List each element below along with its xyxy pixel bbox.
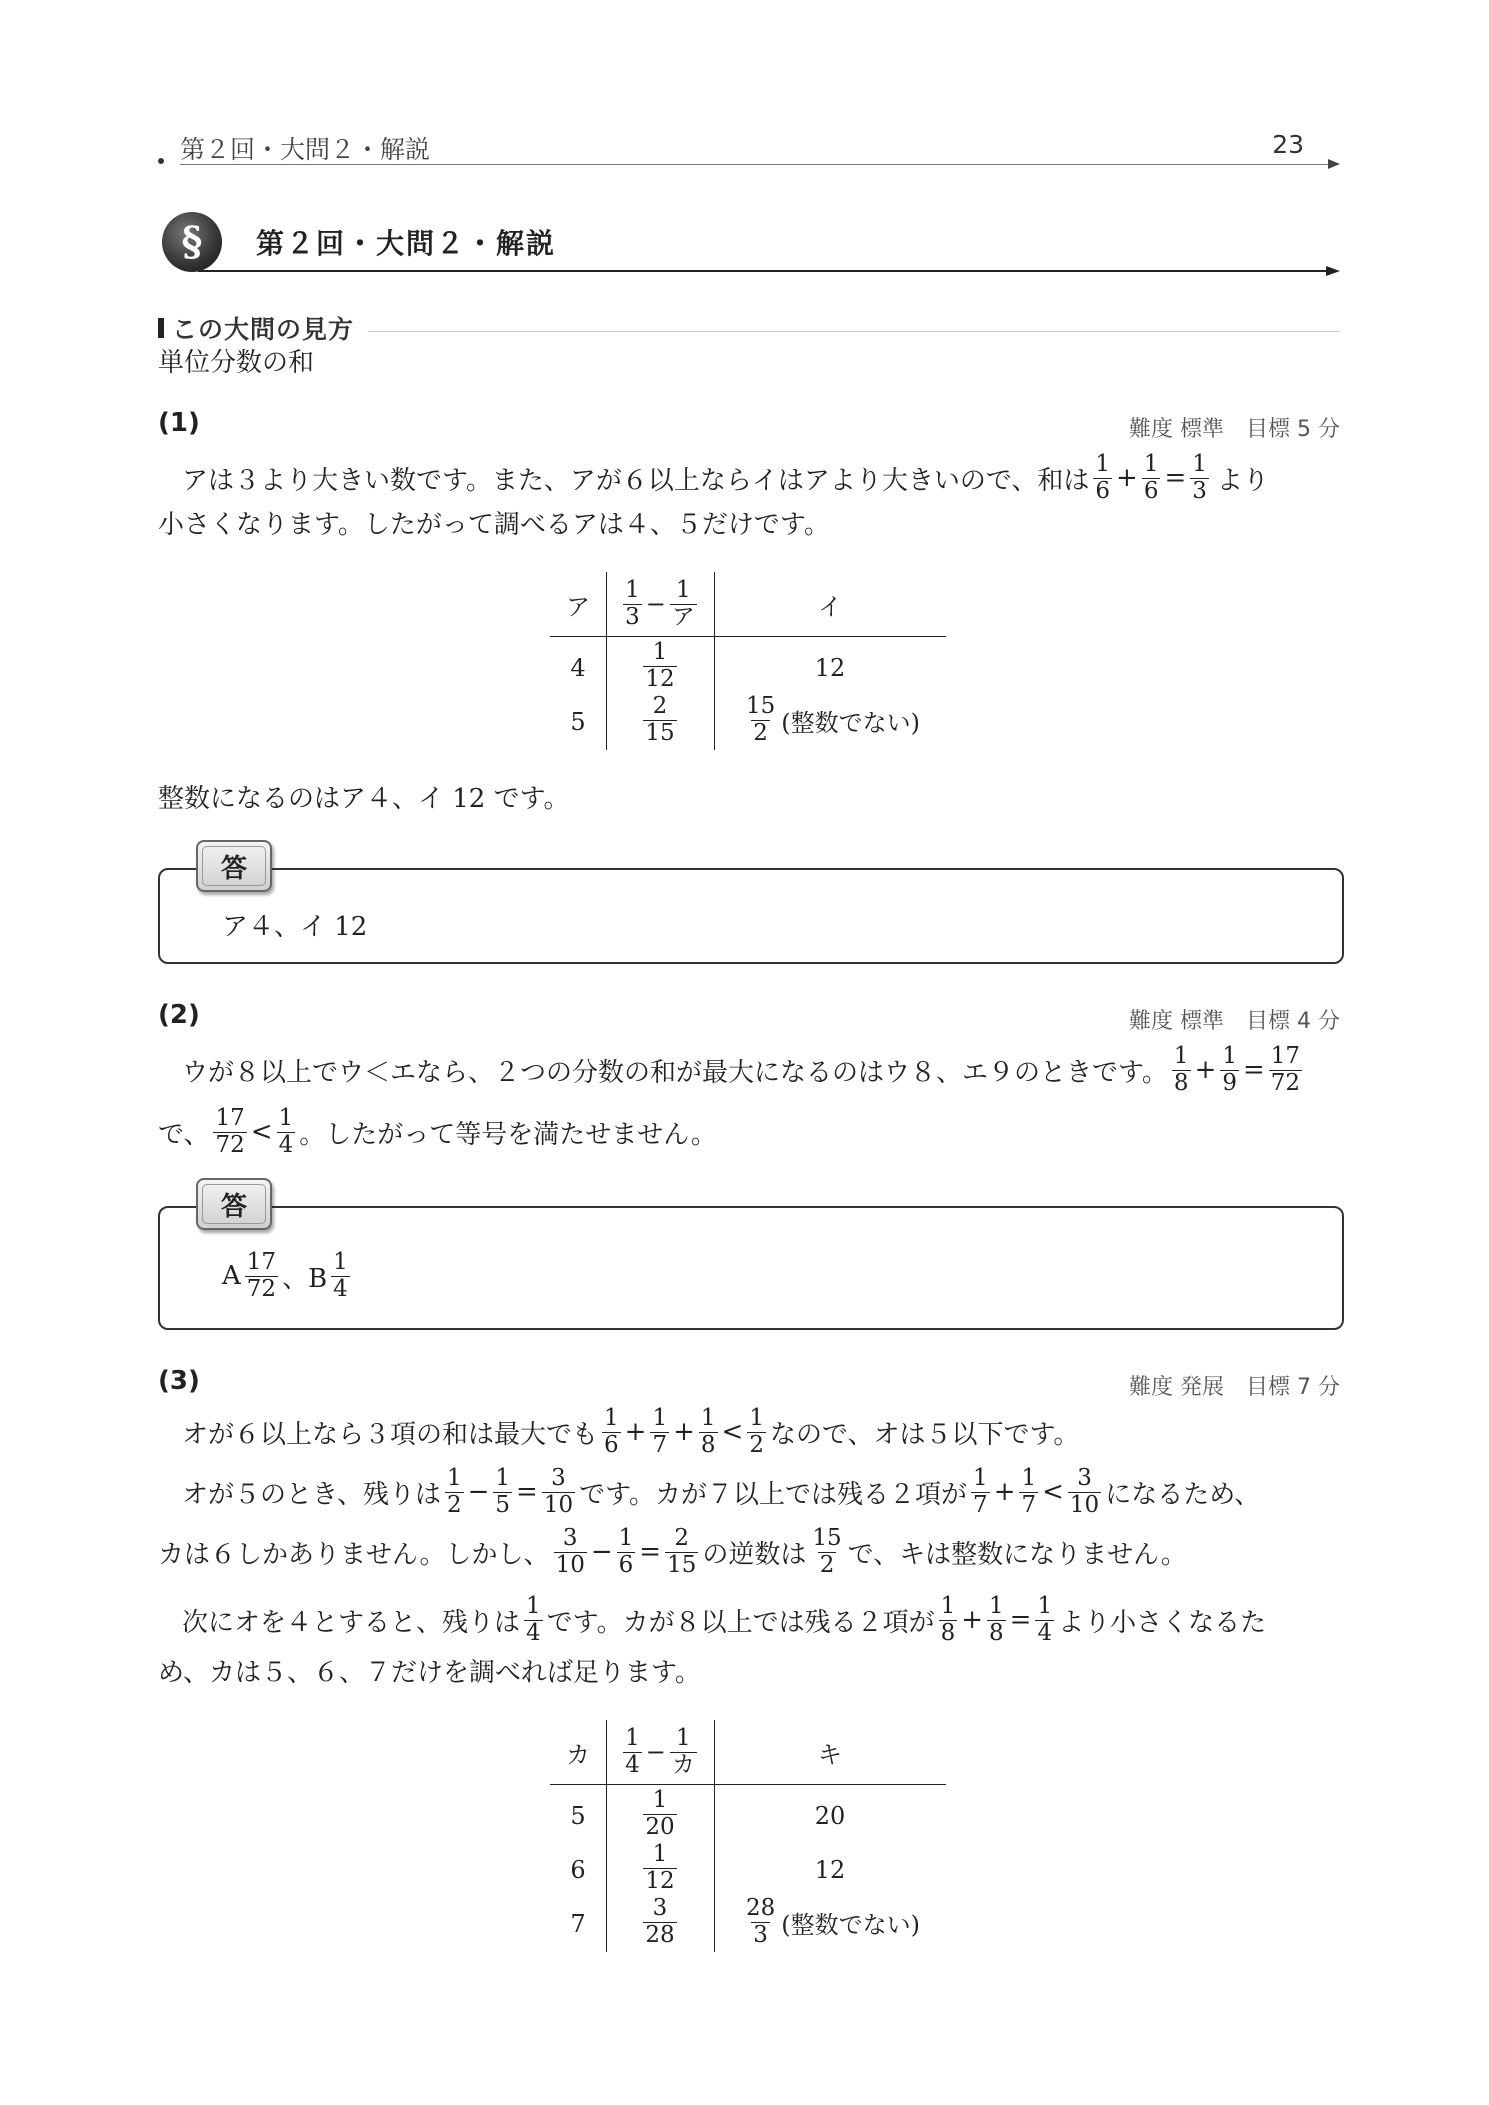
q1-conclusion: 整数になるのはア４、イ 12 です。 — [158, 784, 570, 814]
running-header-title: 第２回・大問２・解説 — [180, 135, 431, 164]
q2-answer: A $\frac{17}{72}$ 、B $\frac{1}{4}$ — [222, 1249, 348, 1302]
header-dot — [158, 158, 164, 164]
table-row-2-a: 5 — [570, 708, 586, 736]
fraction: $\frac{1}{3}$ — [1192, 451, 1207, 504]
table-header-a: カ — [566, 1740, 590, 1769]
table-row-1-frac: $\frac{1}{20}$ — [645, 1787, 675, 1840]
section-arrow-icon — [1326, 266, 1340, 276]
table-row-3-value: $\frac{28}{3}$ (整数でない) — [745, 1895, 920, 1948]
header-rule — [180, 164, 1332, 165]
running-header — [158, 130, 1340, 166]
q1-answer: ア４、イ 12 — [222, 912, 368, 942]
table-row-3-a: 7 — [570, 1910, 586, 1938]
section-rule — [198, 270, 1330, 272]
q1-answer-box — [158, 868, 1344, 964]
guide-text: 単位分数の和 — [158, 348, 315, 378]
q1-meta: 難度 標準 目標 5 分 — [1129, 417, 1340, 442]
header-arrow-icon — [1328, 159, 1340, 169]
table-row-1-value: 12 — [814, 654, 846, 682]
q1-number: (1) — [158, 408, 200, 438]
section-heading — [158, 212, 1340, 274]
q2-answer-badge: 答 — [196, 1178, 272, 1230]
page-number: 23 — [1272, 130, 1304, 159]
section-emblem-icon: § — [162, 212, 222, 272]
q3-paragraph-5: め、カは５、６、７だけを調べれば足ります。 — [158, 1658, 701, 1688]
q1-table — [550, 572, 946, 750]
q3-paragraph-1: オが６以上なら３項の和は最大でも $\frac{1}{6}$ + $\frac{1}{7}$ + $\frac{1}{8}$ < $\frac{1}{2}$ なので、オは５以下です。 — [182, 1405, 1080, 1458]
q2-paragraph-1: ウが８以上でウ＜エなら、２つの分数の和が最大になるのはウ８、エ９のときです。 $\frac{1}{8}$ + $\frac{1}{9}$ = $\frac{17}{72}$ — [182, 1043, 1301, 1096]
q3-paragraph-2: オが５のとき、残りは $\frac{1}{2}$ − $\frac{1}{5}$ = $\frac{3}{10}$ です。カが７以上では残る２項が $\frac{1}{7}$ + $\frac{1}{7}$ < $\frac{3}{10}$ になるため、 — [182, 1465, 1261, 1518]
q3-paragraph-3: カは６しかありません。しかし、 $\frac{3}{10}$ − $\frac{1}{6}$ = $\frac{2}{15}$ の逆数は $\frac{15}{2}$ で、キは整数になりません。 — [158, 1525, 1187, 1578]
fraction: $\frac{1}{6}$ — [1095, 451, 1111, 504]
table-row-1-a: 5 — [570, 1802, 586, 1830]
q1-paragraph-2: 小さくなります。したがって調べるアは４、５だけです。 — [158, 510, 830, 540]
q2-number: (2) — [158, 1000, 200, 1030]
section-title: 第２回・大問２・解説 — [256, 227, 557, 260]
table-row-1-frac: $\frac{1}{12}$ — [645, 639, 675, 692]
q1-answer-badge: 答 — [196, 840, 272, 892]
table-header-a: ア — [566, 592, 590, 621]
table-row-2-value: $\frac{15}{2}$ (整数でない) — [745, 693, 920, 746]
table-row-3-frac: $\frac{3}{28}$ — [645, 1895, 675, 1948]
table-row-2-frac: $\frac{2}{15}$ — [645, 693, 675, 746]
q2-meta: 難度 標準 目標 4 分 — [1129, 1009, 1340, 1034]
q1-paragraph-1: アは３より大きい数です。また、アが６以上ならイはアより大きいので、和は $\frac{1}{6}$ + $\frac{1}{6}$ = $\frac{1}{3}$ より — [182, 451, 1269, 504]
guide-marker — [158, 318, 164, 338]
guide-label: この大問の見方 — [172, 315, 355, 344]
table-row-2-frac: $\frac{1}{12}$ — [645, 1841, 675, 1894]
q2-answer-box — [158, 1206, 1344, 1330]
table-row-2-value: 12 — [814, 1856, 846, 1884]
table-row-1-value: 20 — [814, 1802, 846, 1830]
q3-number: (3) — [158, 1366, 200, 1396]
q3-meta: 難度 発展 目標 7 分 — [1129, 1375, 1340, 1400]
guide-rule — [368, 331, 1340, 332]
table-header-b: キ — [818, 1740, 842, 1769]
table-header-b: イ — [818, 592, 842, 621]
table-row-1-a: 4 — [570, 654, 586, 682]
q3-paragraph-4: 次にオを４とすると、残りは $\frac{1}{4}$ です。カが８以上では残る２項が $\frac{1}{8}$ + $\frac{1}{8}$ = $\frac{1}{4}$ より小さくなるた — [182, 1593, 1267, 1646]
table-header-mid: $\frac{1}{4}$ − $\frac{1}{\text{カ}}$ — [625, 1725, 695, 1778]
guide-heading — [158, 310, 1340, 344]
table-header-mid: $\frac{1}{3}$ − $\frac{1}{\text{ア}}$ — [625, 577, 695, 630]
q2-paragraph-2: で、 $\frac{17}{72}$ < $\frac{1}{4}$ 。したがって等号を満たせません。 — [158, 1105, 717, 1158]
table-row-2-a: 6 — [570, 1856, 586, 1884]
fraction: $\frac{1}{6}$ — [1143, 451, 1159, 504]
q3-table — [550, 1720, 946, 1952]
